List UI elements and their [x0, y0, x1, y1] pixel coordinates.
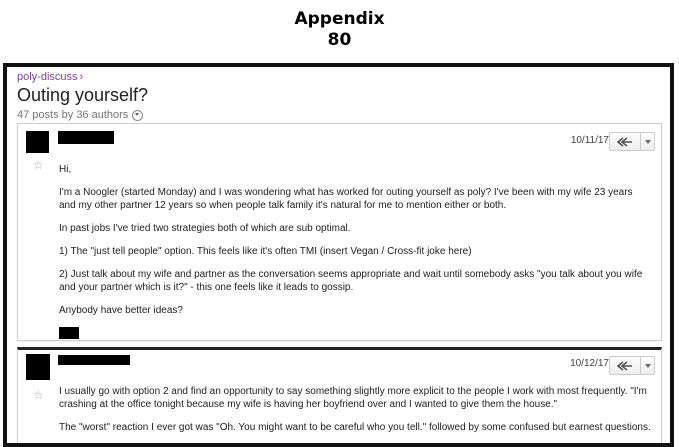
breadcrumb-separator: › — [79, 71, 84, 83]
reply-all-icon — [617, 361, 633, 371]
author-name-redacted — [58, 355, 130, 365]
post — [17, 347, 662, 447]
thread-title: Outing yourself? — [17, 85, 149, 105]
star-icon[interactable]: ☆ — [33, 158, 44, 172]
author-name-redacted — [58, 131, 114, 144]
post-count: 47 posts by 36 authors — [17, 109, 129, 121]
chevron-down-icon — [645, 140, 651, 144]
thread-meta — [17, 109, 660, 121]
avatar-redacted — [26, 131, 49, 153]
post-date: 10/12/17 — [570, 358, 609, 369]
post-paragraph: 1) The "just tell people" option. This feels like it's often TMI (insert Vegan / Cross-fit joke here) — [59, 246, 472, 257]
avatar-redacted — [26, 354, 50, 380]
signature-redacted — [59, 327, 79, 339]
reply-all-button[interactable] — [609, 356, 641, 375]
star-icon[interactable]: ☆ — [33, 388, 44, 402]
more-options-button[interactable] — [641, 356, 655, 375]
reply-controls — [609, 132, 655, 151]
post-paragraph: The "worst" reaction I ever got was "Oh. You might want to be careful who you tell." followed by some confused but earnest questions. — [59, 422, 651, 433]
post-paragraph: I usually go with option 2 and find an opportunity to say something slightly more explicit to the people I work with most frequently. "I'm crashing at the office tonight because my wife is having her boyfriend over and I wanted to give them the house." — [59, 386, 647, 410]
chevron-down-icon — [645, 364, 651, 368]
expand-circle-icon[interactable] — [132, 110, 143, 121]
post-date: 10/11/17 — [570, 135, 609, 146]
post-paragraph: Hi, — [59, 164, 72, 175]
breadcrumb-group-link[interactable]: poly-discuss — [17, 71, 78, 83]
reply-all-button[interactable] — [609, 132, 641, 151]
appendix-number: 80 — [327, 30, 352, 50]
breadcrumb — [17, 71, 660, 83]
post-paragraph: Anybody have better ideas? — [59, 305, 183, 316]
reply-controls — [609, 356, 655, 375]
appendix-heading — [0, 0, 679, 57]
reply-all-icon — [617, 137, 633, 147]
post — [17, 123, 662, 341]
post-paragraph: I'm a Noogler (started Monday) and I was wondering what has worked for outing yourself as poly? I've been with my wife 23 years and my other partner 12 years so when people talk family it's natural for me to mention either or both. — [59, 187, 633, 211]
post-body — [59, 385, 651, 444]
post-body — [59, 163, 651, 339]
post-paragraph: 2) Just talk about my wife and partner as the conversation seems appropriate and wait until somebody asks "you talk about you wife and your partner which is it?" - this one feels like it leads to gossip. — [59, 269, 643, 293]
thread-header — [7, 67, 670, 121]
appendix-title: Appendix — [294, 9, 385, 29]
screenshot-frame — [3, 63, 674, 447]
post-paragraph: In past jobs I've tried two strategies both of which are sub optimal. — [59, 223, 351, 234]
more-options-button[interactable] — [641, 132, 655, 151]
